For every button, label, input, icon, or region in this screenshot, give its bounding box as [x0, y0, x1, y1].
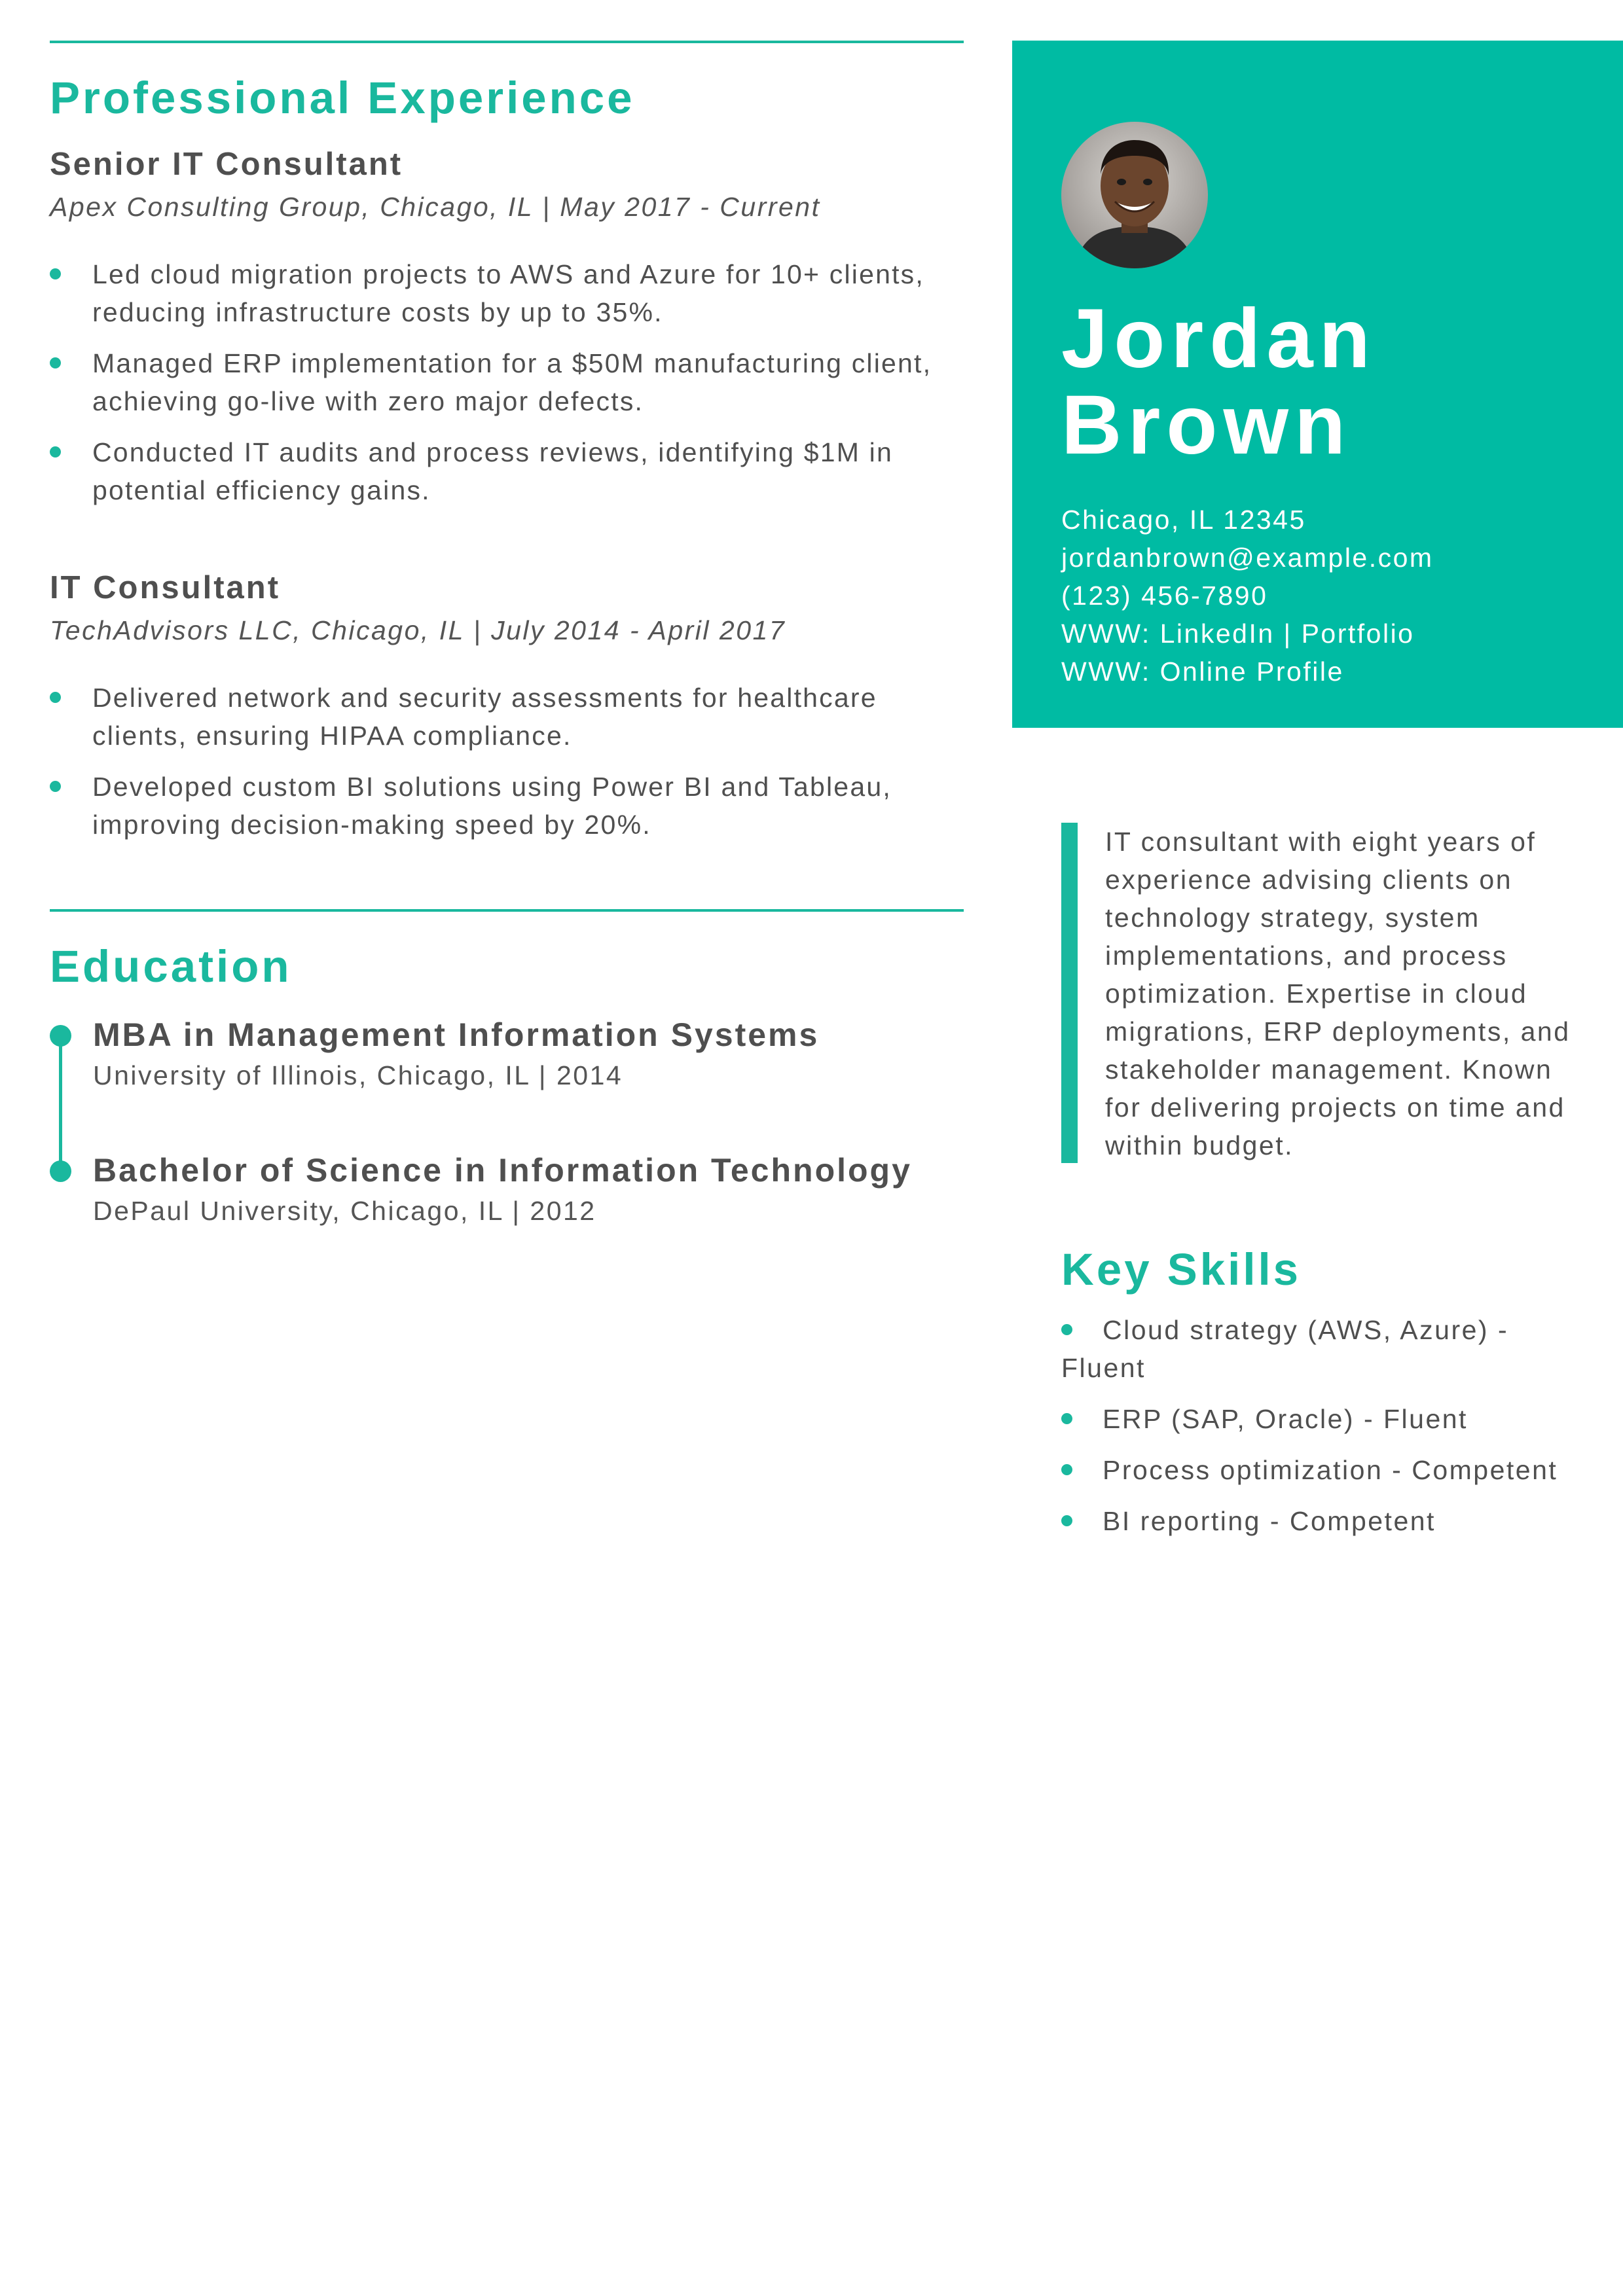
header-panel [1012, 41, 1623, 728]
list-item: Delivered network and security assessments for healthcare clients, ensuring HIPAA compliance. [50, 679, 964, 755]
timeline-dot-icon [50, 1025, 71, 1047]
experience-heading: Professional Experience [50, 73, 635, 123]
avatar-photo-icon [1061, 122, 1208, 268]
last-name: Brown [1061, 378, 1352, 472]
list-item: ERP (SAP, Oracle) - Fluent [1061, 1400, 1572, 1438]
bullet-dot-icon [50, 781, 61, 792]
bullet-dot-icon [1061, 1515, 1072, 1526]
education-heading: Education [50, 941, 292, 992]
bullet-dot-icon [50, 692, 61, 703]
list-item: BI reporting - Competent [1061, 1502, 1572, 1540]
avatar [1061, 122, 1208, 268]
bullet-dot-icon [50, 446, 61, 457]
education-entry [50, 1016, 964, 1091]
online-profile-link[interactable]: WWW: Online Profile [1061, 656, 1344, 687]
bullet-dot-icon [50, 357, 61, 368]
timeline-dot-icon [50, 1160, 71, 1182]
bullet-dot-icon [1061, 1464, 1072, 1475]
job-entry [50, 146, 964, 509]
list-item: Process optimization - Competent [1061, 1451, 1572, 1489]
job-meta: Apex Consulting Group, Chicago, IL | May 2017 - Current [50, 192, 821, 222]
education-entry [50, 1151, 964, 1227]
contact-info [1061, 501, 1434, 691]
email-link[interactable]: jordanbrown@example.com [1061, 543, 1434, 573]
job-entry [50, 569, 964, 844]
list-item: Led cloud migration projects to AWS and Azure for 10+ clients, reducing infrastructure costs by up to 35%. [50, 255, 964, 331]
job-title: Senior IT Consultant [50, 147, 403, 182]
list-item: Cloud strategy (AWS, Azure) - Fluent [1061, 1315, 1509, 1383]
full-name [1061, 292, 1376, 472]
degree-title: Bachelor of Science in Information Technology [93, 1152, 912, 1189]
job-title: IT Consultant [50, 570, 281, 605]
skills-section [1061, 1244, 1572, 1553]
phone: (123) 456-7890 [1061, 581, 1268, 611]
section-divider [50, 41, 964, 43]
skills-list [1061, 1311, 1572, 1540]
web-links[interactable]: WWW: LinkedIn | Portfolio [1061, 619, 1415, 649]
section-divider [50, 909, 964, 912]
job-bullets [50, 255, 964, 509]
bullet-dot-icon [1061, 1413, 1072, 1424]
bullet-dot-icon [50, 268, 61, 279]
job-bullets [50, 679, 964, 844]
summary: IT consultant with eight years of experience advising clients on technology strategy, system implementations, and process optimization. Expertise in cloud migrations, ERP deployments, and stakeholder management. Known for delivering projects on time and within budget. [1061, 823, 1572, 1163]
first-name: Jordan [1061, 292, 1376, 386]
list-item: Developed custom BI solutions using Power BI and Tableau, improving decision-making speed by 20%. [50, 768, 964, 844]
address: Chicago, IL 12345 [1061, 505, 1306, 535]
degree-meta: DePaul University, Chicago, IL | 2012 [93, 1196, 596, 1226]
list-item: Conducted IT audits and process reviews, identifying $1M in potential efficiency gains. [50, 433, 964, 509]
list-item: Managed ERP implementation for a $50M manufacturing client, achieving go-live with zero major defects. [50, 344, 964, 420]
education-timeline [50, 1016, 964, 1227]
degree-title: MBA in Management Information Systems [93, 1016, 820, 1053]
skills-heading: Key Skills [1061, 1244, 1302, 1295]
left-column [50, 41, 964, 1227]
bullet-dot-icon [1061, 1324, 1072, 1335]
degree-meta: University of Illinois, Chicago, IL | 2014 [93, 1060, 623, 1090]
job-meta: TechAdvisors LLC, Chicago, IL | July 2014 - April 2017 [50, 615, 786, 645]
